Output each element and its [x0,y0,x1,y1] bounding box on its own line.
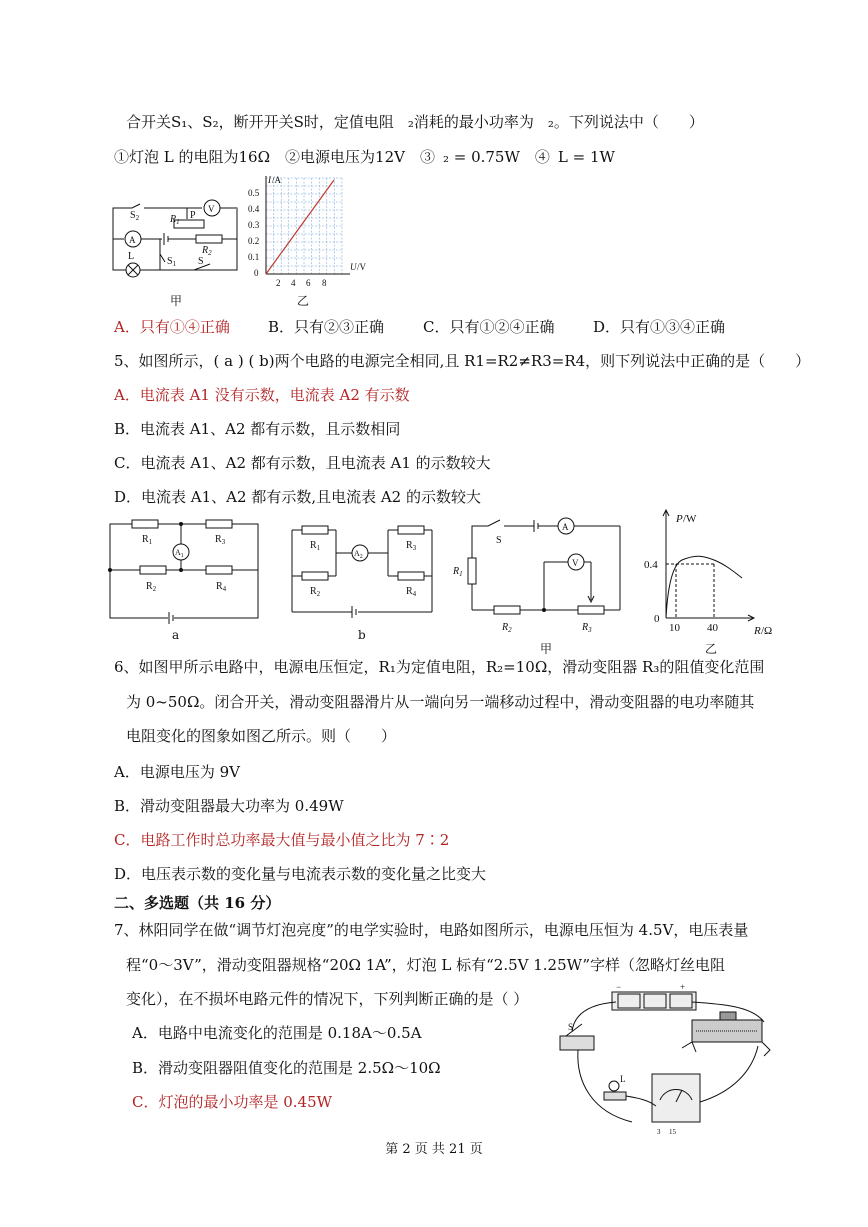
q4-line2-a: ①灯泡 L 的电阻为16Ω ②电源电压为12V ③ [114,148,435,166]
q5-option-b: B．电流表 A1、A2 都有示数，且示数相同 [114,420,401,438]
svg-text:15: 15 [669,1128,676,1136]
svg-text:R1: $R_1$ [310,540,321,552]
q4-ytick: 0 [254,268,259,278]
q4-caption-jia: 甲 [170,294,183,308]
svg-text:R3: $R_3$ [215,534,226,546]
svg-text:V: V [572,558,579,568]
q4-ytick: 0.2 [248,236,260,246]
q6-graph-xtick: 40 [707,622,718,634]
svg-text:R4: $R_4$ [216,581,227,593]
q5-circuit-a [106,514,266,634]
q6-line3: 电阻变化的图象如图乙所示。则（ ） [126,727,397,745]
svg-text:U: U [350,262,357,272]
q4-line1-a: 合开关S₁、S₂，断开开关S时，定值电阻 [126,113,394,131]
svg-text:A1: $A_1$ [175,548,184,559]
svg-text:R2: $R_2$ [310,586,321,598]
svg-text:S: S [568,1022,574,1032]
q4-ytick: 0.4 [248,204,260,214]
q7-line2: 程“0～3V”，滑动变阻器规格“20Ω 1A”，灯泡 L 标有“2.5V 1.25W”字样（忽略灯丝电阻 [126,956,725,974]
svg-text:S1: $S_1$ [167,256,177,268]
q4-line1-b: ₂消耗的最小功率为 [407,113,534,131]
svg-text:R3: $R_3$ [582,622,592,634]
svg-text:V: V [208,204,215,214]
q6-graph-origin: 0 [654,613,660,625]
q6-option-c: C．电路工作时总功率最大值与最小值之比为 7∶2 [114,831,450,849]
svg-text:3: 3 [657,1128,661,1136]
q5-caption-b: b [358,628,366,642]
svg-text:+: + [680,982,686,992]
svg-text:R2: $R_2$ [502,622,512,634]
q7-option-c: C．灯泡的最小功率是 0.45W [132,1093,333,1111]
svg-text:R2: $R_2$ [146,581,157,593]
svg-text:A: A [129,235,136,245]
q4-option-c: C．只有①②④正确 [423,318,555,336]
svg-text:/V: /V [357,262,366,272]
svg-text:/A: /A [272,175,281,185]
q7-option-a: A．电路中电流变化的范围是 0.18A～0.5A [132,1024,422,1042]
svg-text:R3: $R_3$ [406,540,417,552]
q5-stem: 5、如图所示，( a ) ( b)两个电路的电源完全相同,且 R1=R2≠R3=R4，则下列说法中正确的是（ ） [114,352,811,370]
svg-text:P: P [190,210,196,221]
q5-caption-a: a [172,628,180,642]
q4-xtick: 8 [322,278,327,288]
svg-text:S2: $S_2$ [130,210,140,222]
q6-option-d: D．电压表示数的变化量与电流表示数的变化量之比变大 [114,865,487,883]
svg-text:R: R [754,625,761,637]
q4-ytick: 0.5 [248,188,260,198]
svg-text:R1: $R_1$ [453,566,463,578]
q4-option-d: D．只有①③④正确 [593,318,726,336]
q6-line1: 6、如图甲所示电路中，电源电压恒定，R₁为定值电阻，R₂=10Ω，滑动变阻器 R₃的阻值变化范围 [114,658,765,676]
q4-line2 [114,147,615,167]
q7-apparatus-figure [552,982,782,1142]
q4-graph-yi [246,172,376,290]
svg-text:R1: $R_1$ [142,534,153,546]
svg-text:−: − [616,982,622,992]
svg-text:/Ω: /Ω [761,625,773,637]
q4-xtick: 4 [291,278,296,288]
svg-text:I: I [268,175,271,185]
q4-option-b: B．只有②③正确 [268,318,385,336]
q4-caption-yi: 乙 [297,294,310,308]
q4-line1-c: ₂。下列说法中（ ） [547,113,704,131]
q4-line1 [126,112,704,132]
svg-text:S: S [198,256,204,267]
q4-line2-b: ₂ = 0.75W ④ [442,148,550,166]
svg-text:R2: $R_2$ [202,245,212,257]
section-heading: 二、多选题（共 16 分） [114,894,281,912]
q6-caption-jia: 甲 [540,642,553,656]
q6-option-a: A．电源电压为 9V [114,763,240,781]
q4-xtick: 2 [276,278,281,288]
q6-caption-yi: 乙 [705,642,718,656]
q4-option-a: A．只有①④正确 [114,318,230,336]
q4-circuit-jia [110,192,240,284]
q7-line3: 变化），在不损坏电路元件的情况下，下列判断正确的是（ ） [126,990,529,1008]
q4-xtick: 6 [306,278,311,288]
svg-text:A: A [562,522,569,532]
q6-line2: 为 0~50Ω。闭合开关，滑动变阻器滑片从一端向另一端移动过程中，滑动变阻器的电功率随其 [126,693,755,711]
q5-option-c: C．电流表 A1、A2 都有示数，且电流表 A1 的示数较大 [114,454,491,472]
q6-graph-xtick: 10 [669,622,680,634]
q4-line2-c: L = 1W [557,148,615,166]
svg-text:L: L [128,251,135,262]
svg-text:A2: $A_2$ [354,549,363,560]
q6-graph-ytick: 0.4 [644,559,658,571]
q4-ytick: 0.1 [248,252,260,262]
svg-text:/W: /W [683,513,697,525]
q6-option-b: B．滑动变阻器最大功率为 0.49W [114,797,344,815]
q5-option-a: A．电流表 A1 没有示数，电流表 A2 有示数 [114,386,410,404]
svg-text:L: L [620,1074,626,1084]
svg-text:P: P [676,513,683,525]
svg-text:R1: $R_1$ [170,214,180,226]
q4-ytick: 0.3 [248,220,260,230]
svg-text:S: S [496,535,502,546]
q6-graph-yi [642,506,782,638]
page-footer: 第 2 页 共 21 页 [385,1142,483,1157]
q5-option-d: D．电流表 A1、A2 都有示数,且电流表 A2 的示数较大 [114,488,481,506]
q7-option-b: B．滑动变阻器阻值变化的范围是 2.5Ω～10Ω [132,1059,441,1077]
svg-text:R4: $R_4$ [406,586,417,598]
q5-circuit-b [286,514,436,634]
q7-line1: 7、林阳同学在做“调节灯泡亮度”的电学实验时，电路如图所示，电源电压恒为 4.5V，电压表量 [114,921,749,939]
q6-circuit-jia [448,512,628,638]
